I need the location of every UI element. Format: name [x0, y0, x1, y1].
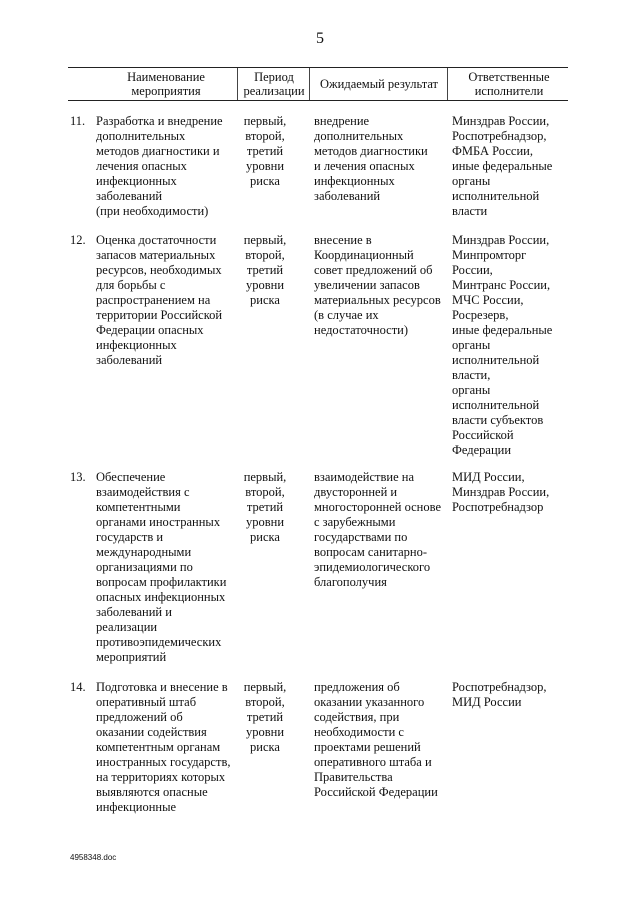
row-name: Оценка достаточности запасов материальных ресурсов, необходимых для борьбы с распространением на территории Российской Федерации опасных инфекционных заболеваний — [96, 233, 223, 367]
header-top-rule — [68, 67, 568, 68]
row-number: 12. — [70, 233, 86, 247]
row-number: 14. — [70, 680, 86, 694]
header-divider — [447, 68, 448, 100]
row-number: 13. — [70, 470, 86, 484]
row-name: Подготовка и внесение в оперативный штаб предложений об оказании содействия компетентным органам иностранных государств, на территориях которых выявляются опасные инфекционные — [96, 680, 231, 814]
header-col-responsible: Ответственные исполнители — [468, 70, 550, 98]
row-result: предложения об оказании указанного содействия, при необходимости с проектами решений оперативного штаба и Правительства Российской Федерации — [314, 680, 438, 799]
header-divider — [237, 68, 238, 100]
header-bottom-rule — [68, 100, 568, 101]
row-period: первый, второй, третий уровни риска — [243, 680, 287, 754]
row-result: внесение в Координационный совет предложений об увеличении запасов материальных ресурсов (в случае их недостаточности) — [314, 233, 441, 337]
page-number: 5 — [316, 30, 324, 47]
row-number: 11. — [70, 114, 86, 128]
document-footer: 4958348.doc — [70, 853, 117, 862]
header-divider — [309, 68, 310, 100]
row-responsible: Роспотребнадзор, МИД России — [452, 680, 547, 709]
header-col-name: Наименование мероприятия — [127, 70, 205, 98]
row-period: первый, второй, третий уровни риска — [243, 114, 287, 188]
row-name: Разработка и внедрение дополнительных методов диагностики и лечения опасных инфекционных заболеваний (при необходимости) — [96, 114, 223, 218]
row-period: первый, второй, третий уровни риска — [243, 470, 287, 544]
row-responsible: Минздрав России, Роспотребнадзор, ФМБА России, иные федеральные органы исполнительной власти — [452, 114, 553, 218]
header-col-result: Ожидаемый результат — [319, 77, 439, 91]
row-responsible: МИД России, Минздрав России, Роспотребнадзор — [452, 470, 550, 514]
header-col-period: Период реализации — [243, 70, 305, 98]
row-result: взаимодействие на двусторонней и многосторонней основе с зарубежными государствами по вопросам санитарно- эпидемиологического благополучия — [314, 470, 441, 589]
row-result: внедрение дополнительных методов диагностики и лечения опасных инфекционных заболеваний — [314, 114, 428, 203]
row-name: Обеспечение взаимодействия с компетентными органами иностранных государств и международными организациями по вопросам профилактики опасных инфекционных заболеваний и реализации противоэпидемических мероприятий — [96, 470, 227, 664]
row-period: первый, второй, третий уровни риска — [243, 233, 287, 307]
row-responsible: Минздрав России, Минпромторг России, Минтранс России, МЧС России, Росрезерв, иные федеральные органы исполнительной власти, органы исполнительной власти субъектов Российской Федерации — [452, 233, 553, 457]
